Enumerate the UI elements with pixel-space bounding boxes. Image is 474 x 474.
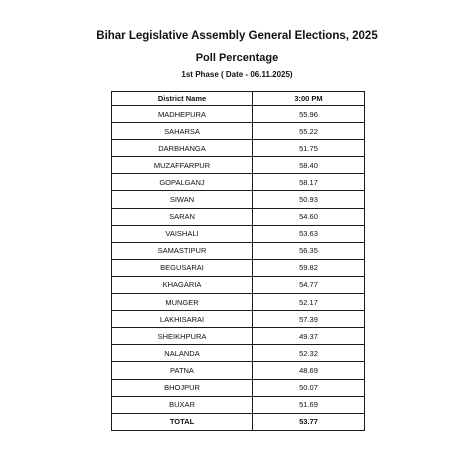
table-row: [112, 396, 365, 413]
district-name-cell: MUZAFFARPUR: [112, 157, 253, 174]
district-name-cell: VAISHALI: [112, 225, 253, 242]
table-row: [112, 379, 365, 396]
table-row: [112, 362, 365, 379]
document-subtitle: Poll Percentage: [195, 52, 279, 64]
table-row: [112, 276, 365, 293]
table-row: [112, 208, 365, 225]
district-name-cell: BHOJPUR: [112, 379, 253, 396]
poll-percentage-cell: 52.17: [253, 294, 365, 311]
header-district-name: District Name: [112, 92, 253, 106]
district-name-cell: SIWAN: [112, 191, 253, 208]
phase-date: 1st Phase ( Date - 06.11.2025): [181, 70, 293, 79]
table-row: [112, 242, 365, 259]
document-title: Bihar Legislative Assembly General Elections, 2025: [96, 30, 378, 42]
district-name-cell: GOPALGANJ: [112, 174, 253, 191]
poll-percentage-cell: 55.96: [253, 106, 365, 123]
table-row: [112, 140, 365, 157]
district-name-cell: BEGUSARAI: [112, 259, 253, 276]
table-row: [112, 311, 365, 328]
poll-percentage-cell: 52.32: [253, 345, 365, 362]
poll-percentage-cell: 57.39: [253, 311, 365, 328]
poll-percentage-cell: 59.82: [253, 259, 365, 276]
district-name-cell: SARAN: [112, 208, 253, 225]
table-row: [112, 225, 365, 242]
table-body: [112, 106, 365, 431]
district-name-cell: BUXAR: [112, 396, 253, 413]
table-row: [112, 106, 365, 123]
district-name-cell: SAMASTIPUR: [112, 242, 253, 259]
poll-percentage-cell: 58.40: [253, 157, 365, 174]
poll-percentage-cell: 51.75: [253, 140, 365, 157]
table-row: [112, 157, 365, 174]
table-row: [112, 123, 365, 140]
poll-percentage-cell: 48.69: [253, 362, 365, 379]
total-value-cell: 53.77: [253, 413, 365, 430]
district-name-cell: SHEIKHPURA: [112, 328, 253, 345]
district-name-cell: NALANDA: [112, 345, 253, 362]
district-name-cell: SAHARSA: [112, 123, 253, 140]
table-row: [112, 345, 365, 362]
poll-percentage-cell: 56.35: [253, 242, 365, 259]
district-name-cell: KHAGARIA: [112, 276, 253, 293]
table-row: [112, 259, 365, 276]
table-row: [112, 294, 365, 311]
district-name-cell: LAKHISARAI: [112, 311, 253, 328]
poll-percentage-cell: 50.07: [253, 379, 365, 396]
district-name-cell: MADHEPURA: [112, 106, 253, 123]
district-name-cell: DARBHANGA: [112, 140, 253, 157]
poll-percentage-cell: 50.93: [253, 191, 365, 208]
poll-percentage-cell: 53.63: [253, 225, 365, 242]
table-row: [112, 328, 365, 345]
table-header-row: [112, 92, 365, 106]
poll-percentage-cell: 54.60: [253, 208, 365, 225]
poll-percentage-cell: 55.22: [253, 123, 365, 140]
table-row: [112, 174, 365, 191]
total-row: [112, 413, 365, 430]
poll-percentage-cell: 58.17: [253, 174, 365, 191]
poll-percentage-cell: 54.77: [253, 276, 365, 293]
district-name-cell: MUNGER: [112, 294, 253, 311]
poll-percentage-cell: 49.37: [253, 328, 365, 345]
poll-percentage-cell: 51.69: [253, 396, 365, 413]
poll-percentage-table: [111, 91, 365, 431]
district-name-cell: PATNA: [112, 362, 253, 379]
total-label-cell: TOTAL: [112, 413, 253, 430]
table-row: [112, 191, 365, 208]
header-time: 3:00 PM: [253, 92, 365, 106]
